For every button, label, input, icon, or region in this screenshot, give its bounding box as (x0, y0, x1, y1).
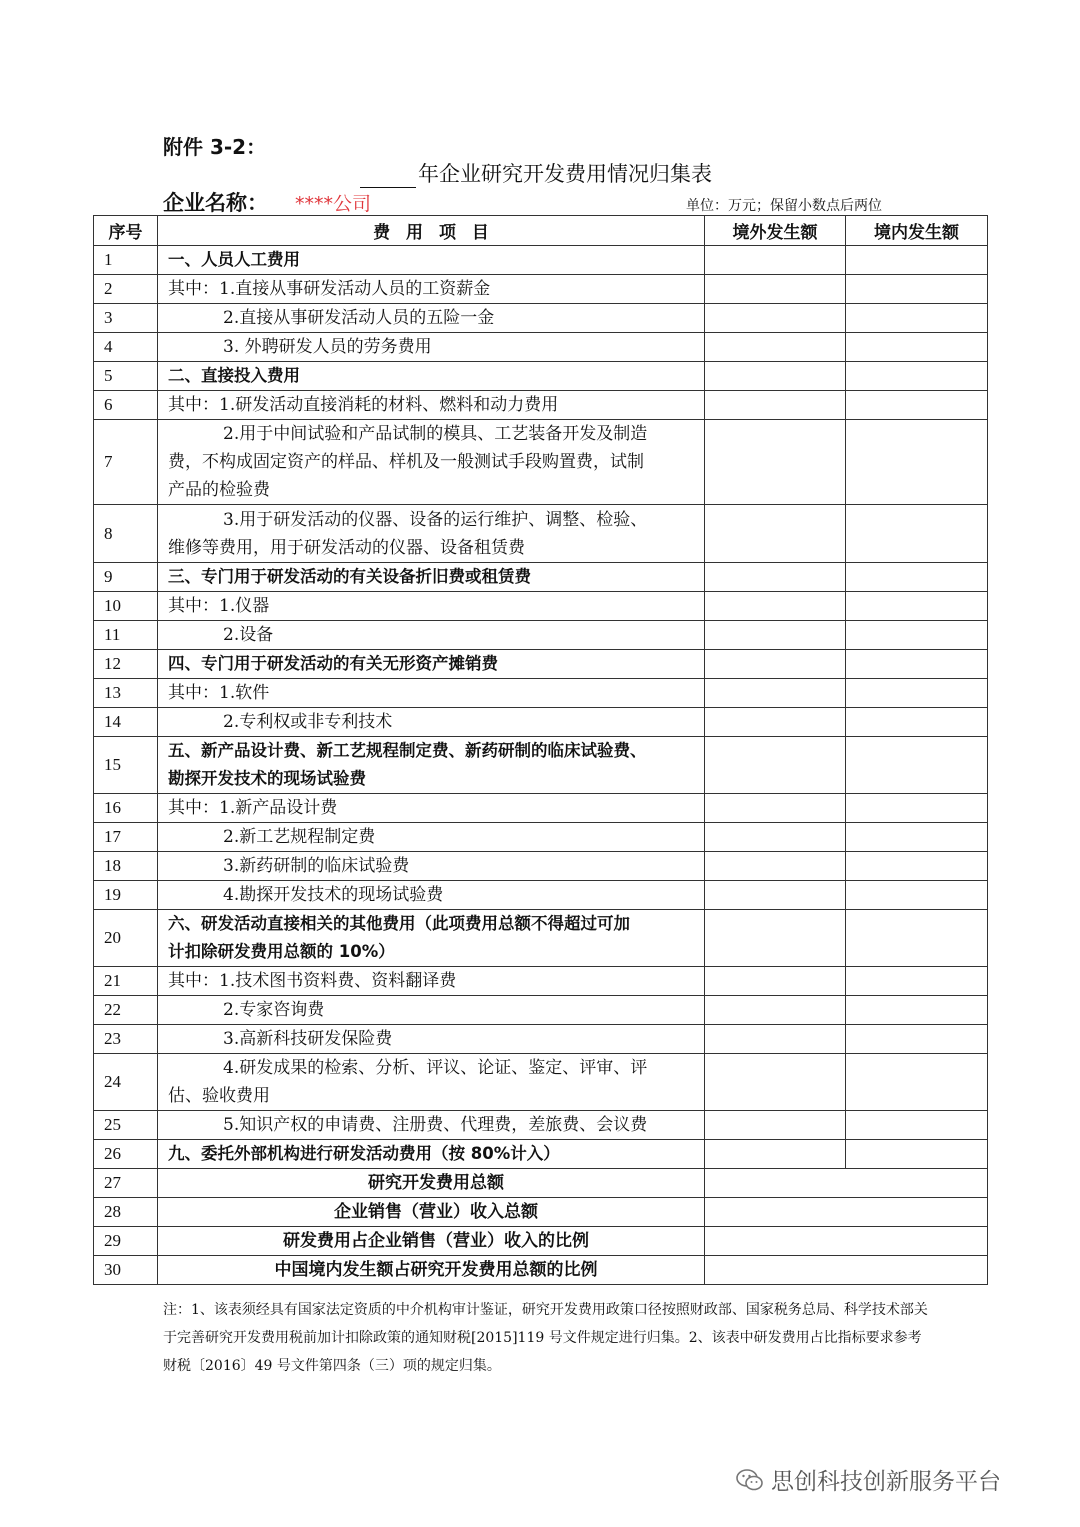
overseas-amount-cell[interactable] (705, 505, 846, 563)
row-item (158, 1111, 705, 1140)
row-item (158, 967, 705, 996)
row-item (158, 333, 705, 362)
item-text: 2.用于中间试验和产品试制的模具、工艺装备开发及制造 (223, 424, 648, 444)
item-line (168, 967, 704, 995)
row-number: 1 (94, 246, 158, 275)
item-text: 九、委托外部机构进行研发活动费用（按 80%计入） (168, 1144, 560, 1163)
item-text: 3.用于研发活动的仪器、设备的运行维护、调整、检验、 (223, 509, 648, 530)
item-line (168, 1082, 704, 1110)
domestic-amount-cell[interactable] (846, 362, 988, 391)
row-item (158, 621, 705, 650)
row-item (158, 505, 705, 563)
row-number: 8 (94, 505, 158, 563)
row-item (158, 1169, 705, 1198)
table-row (94, 391, 988, 420)
overseas-amount-cell[interactable] (705, 1025, 846, 1054)
item-text: 三、专门用于研发活动的有关设备折旧费或租赁费 (168, 567, 531, 586)
row-item (158, 650, 705, 679)
item-text: 二、直接投入费用 (168, 366, 300, 385)
header-overseas: 境外发生额 (705, 216, 846, 246)
overseas-amount-cell[interactable] (705, 737, 846, 794)
row-item (158, 737, 705, 794)
expense-table (93, 215, 988, 1285)
item-line (168, 881, 704, 909)
row-number: 21 (94, 967, 158, 996)
item-line (168, 996, 704, 1024)
overseas-amount-cell[interactable] (705, 275, 846, 304)
footnote: 注：1、该表须经具有国家法定资质的中介机构审计鉴证，研究开发费用政策口径按照财政部、国家税务总局、科学技术部关于完善研究开发费用税前加计扣除政策的通知财税[2015]119 号文件规定进行归集。2、该表中研发费用占比指标要求参考财税〔2016〕49 号文件第四条（三）项的规定归集。 (163, 1302, 928, 1374)
row-number: 2 (94, 275, 158, 304)
item-text: 2.专利权或非专利技术 (223, 712, 393, 732)
row-item (158, 1227, 705, 1256)
domestic-amount-cell[interactable] (846, 275, 988, 304)
row-number: 4 (94, 333, 158, 362)
overseas-amount-cell[interactable] (705, 592, 846, 621)
item-text: 其中：1.新产品设计费 (168, 798, 338, 818)
item-line (168, 1025, 704, 1053)
summary-amount-cell[interactable] (705, 1227, 988, 1256)
overseas-amount-cell[interactable] (705, 1111, 846, 1140)
overseas-amount-cell[interactable] (705, 794, 846, 823)
item-line (168, 794, 704, 822)
row-item (158, 1025, 705, 1054)
domestic-amount-cell[interactable] (846, 881, 988, 910)
item-text: 勘探开发技术的现场试验费 (168, 769, 366, 788)
item-line (168, 362, 704, 390)
row-number: 10 (94, 592, 158, 621)
item-text: 其中：1.研发活动直接消耗的材料、燃料和动力费用 (168, 395, 559, 415)
domestic-amount-cell[interactable] (846, 505, 988, 563)
table-row (94, 420, 988, 505)
overseas-amount-cell[interactable] (705, 910, 846, 967)
item-line (168, 246, 704, 274)
domestic-amount-cell[interactable] (846, 333, 988, 362)
domestic-amount-cell[interactable] (846, 1111, 988, 1140)
item-text: 3.新药研制的临床试验费 (223, 856, 410, 876)
domestic-amount-cell[interactable] (846, 246, 988, 275)
item-line (168, 391, 704, 419)
row-number: 20 (94, 910, 158, 967)
row-number: 15 (94, 737, 158, 794)
row-number: 5 (94, 362, 158, 391)
table-row (94, 621, 988, 650)
item-text: 研发费用占企业销售（营业）收入的比例 (283, 1231, 589, 1251)
row-item (158, 1054, 705, 1111)
item-line (168, 448, 704, 476)
overseas-amount-cell[interactable] (705, 852, 846, 881)
item-line (168, 1169, 704, 1197)
row-item (158, 679, 705, 708)
table-row (94, 996, 988, 1025)
domestic-amount-cell[interactable] (846, 967, 988, 996)
item-text: 4.勘探开发技术的现场试验费 (223, 885, 444, 905)
item-line (168, 621, 704, 649)
domestic-amount-cell[interactable] (846, 708, 988, 737)
item-text: 计扣除研发费用总额的 10%） (168, 942, 395, 961)
overseas-amount-cell[interactable] (705, 996, 846, 1025)
item-line (168, 506, 704, 534)
overseas-amount-cell[interactable] (705, 420, 846, 505)
item-text: 一、人员人工费用 (168, 250, 300, 269)
domestic-amount-cell[interactable] (846, 1140, 988, 1169)
overseas-amount-cell[interactable] (705, 362, 846, 391)
table-header-row (94, 216, 988, 246)
item-line (168, 1227, 704, 1255)
row-item (158, 362, 705, 391)
item-text: 2.专家咨询费 (223, 1000, 325, 1020)
overseas-amount-cell[interactable] (705, 333, 846, 362)
item-text: 维修等费用，用于研发活动的仪器、设备租赁费 (168, 537, 525, 558)
item-text: 四、专门用于研发活动的有关无形资产摊销费 (168, 654, 498, 673)
overseas-amount-cell[interactable] (705, 823, 846, 852)
row-number: 17 (94, 823, 158, 852)
item-text: 其中：1.仪器 (168, 596, 270, 616)
overseas-amount-cell[interactable] (705, 650, 846, 679)
table-row (94, 362, 988, 391)
table-row (94, 852, 988, 881)
overseas-amount-cell[interactable] (705, 1054, 846, 1111)
domestic-amount-cell[interactable] (846, 1054, 988, 1111)
domestic-amount-cell[interactable] (846, 420, 988, 505)
company-label: 企业名称： (163, 191, 268, 215)
item-text: 六、研发活动直接相关的其他费用（此项费用总额不得超过可加 (168, 914, 630, 933)
year-blank (360, 165, 416, 188)
table-row (94, 737, 988, 794)
row-item (158, 910, 705, 967)
row-number: 16 (94, 794, 158, 823)
item-text: 其中：1.直接从事研发活动人员的工资薪金 (168, 279, 491, 299)
item-text: 2.设备 (223, 625, 274, 645)
item-text: 3.高新科技研发保险费 (223, 1029, 393, 1049)
domestic-amount-cell[interactable] (846, 621, 988, 650)
overseas-amount-cell[interactable] (705, 563, 846, 592)
table-row (94, 592, 988, 621)
row-number: 28 (94, 1198, 158, 1227)
table-row (94, 1227, 988, 1256)
row-item (158, 794, 705, 823)
overseas-amount-cell[interactable] (705, 1140, 846, 1169)
item-line (168, 275, 704, 303)
item-line (168, 679, 704, 707)
item-line (168, 852, 704, 880)
table-row (94, 1140, 988, 1169)
row-item (158, 592, 705, 621)
table-row (94, 679, 988, 708)
row-item (158, 275, 705, 304)
item-text: 5.知识产权的申请费、注册费、代理费，差旅费、会议费 (223, 1115, 648, 1135)
table-row (94, 1054, 988, 1111)
item-text: 4.研发成果的检索、分析、评议、论证、鉴定、评审、评 (223, 1058, 648, 1078)
row-item (158, 1198, 705, 1227)
item-text: 2.新工艺规程制定费 (223, 827, 376, 847)
domestic-amount-cell[interactable] (846, 1025, 988, 1054)
table-row (94, 794, 988, 823)
attachment-label: 附件 3-2： (163, 135, 267, 159)
row-number: 30 (94, 1256, 158, 1285)
row-number: 22 (94, 996, 158, 1025)
item-line (168, 823, 704, 851)
item-line (168, 1054, 704, 1082)
item-line (168, 304, 704, 332)
item-line (168, 708, 704, 736)
header-item: 费 用 项 目 (158, 216, 705, 246)
row-number: 12 (94, 650, 158, 679)
row-item (158, 881, 705, 910)
row-item (158, 1256, 705, 1285)
item-line (168, 765, 704, 793)
item-line (168, 1256, 704, 1284)
table-row (94, 563, 988, 592)
row-number: 13 (94, 679, 158, 708)
item-line (168, 737, 704, 765)
domestic-amount-cell[interactable] (846, 852, 988, 881)
row-number: 6 (94, 391, 158, 420)
item-line (168, 910, 704, 938)
overseas-amount-cell[interactable] (705, 391, 846, 420)
item-text: 其中：1.软件 (168, 683, 270, 703)
domestic-amount-cell[interactable] (846, 563, 988, 592)
item-line (168, 1198, 704, 1226)
table-row (94, 708, 988, 737)
row-number: 3 (94, 304, 158, 333)
item-line (168, 650, 704, 678)
item-text: 五、新产品设计费、新工艺规程制定费、新药研制的临床试验费、 (168, 741, 647, 760)
item-line (168, 333, 704, 361)
table-row (94, 1111, 988, 1140)
item-line (168, 592, 704, 620)
summary-amount-cell[interactable] (705, 1198, 988, 1227)
row-number: 14 (94, 708, 158, 737)
item-text: 产品的检验费 (168, 480, 270, 500)
overseas-amount-cell[interactable] (705, 304, 846, 333)
form-title-text: 年企业研究开发费用情况归集表 (418, 162, 712, 186)
item-text: 费，不构成固定资产的样品、样机及一般测试手段购置费，试制 (168, 452, 644, 472)
item-line (168, 563, 704, 591)
item-text: 研究开发费用总额 (368, 1173, 504, 1193)
table-row (94, 1025, 988, 1054)
domestic-amount-cell[interactable] (846, 823, 988, 852)
row-item (158, 852, 705, 881)
watermark (735, 1463, 1001, 1496)
table-row (94, 650, 988, 679)
row-item (158, 823, 705, 852)
table-row (94, 823, 988, 852)
header-no: 序号 (94, 216, 158, 246)
row-number: 29 (94, 1227, 158, 1256)
row-number: 23 (94, 1025, 158, 1054)
overseas-amount-cell[interactable] (705, 881, 846, 910)
row-number: 18 (94, 852, 158, 881)
row-item (158, 563, 705, 592)
domestic-amount-cell[interactable] (846, 737, 988, 794)
row-number: 25 (94, 1111, 158, 1140)
table-row (94, 333, 988, 362)
overseas-amount-cell[interactable] (705, 708, 846, 737)
table-row (94, 910, 988, 967)
domestic-amount-cell[interactable] (846, 679, 988, 708)
row-number: 19 (94, 881, 158, 910)
item-line (168, 534, 704, 562)
table-row (94, 304, 988, 333)
domestic-amount-cell[interactable] (846, 304, 988, 333)
row-number: 7 (94, 420, 158, 505)
row-number: 27 (94, 1169, 158, 1198)
row-number: 26 (94, 1140, 158, 1169)
table-row (94, 505, 988, 563)
item-text: 企业销售（营业）收入总额 (334, 1202, 538, 1222)
table-row (94, 1256, 988, 1285)
header-domestic: 境内发生额 (846, 216, 988, 246)
table-row (94, 967, 988, 996)
table-row (94, 246, 988, 275)
table-row (94, 881, 988, 910)
watermark-text: 思创科技创新服务平台 (771, 1469, 1001, 1495)
domestic-amount-cell[interactable] (846, 996, 988, 1025)
row-number: 11 (94, 621, 158, 650)
domestic-amount-cell[interactable] (846, 391, 988, 420)
row-item (158, 246, 705, 275)
item-line (168, 476, 704, 504)
item-line (168, 420, 704, 448)
company-name: ****公司 (295, 193, 372, 215)
table-body (94, 246, 988, 1285)
item-text: 3. 外聘研发人员的劳务费用 (223, 337, 432, 357)
domestic-amount-cell[interactable] (846, 910, 988, 967)
row-item (158, 708, 705, 737)
overseas-amount-cell[interactable] (705, 246, 846, 275)
row-number: 24 (94, 1054, 158, 1111)
summary-amount-cell[interactable] (705, 1256, 988, 1285)
item-text: 其中：1.技术图书资料费、资料翻译费 (168, 971, 457, 991)
item-line (168, 938, 704, 966)
wechat-icon (735, 1467, 765, 1493)
item-line (168, 1111, 704, 1139)
form-title (360, 158, 712, 188)
domestic-amount-cell[interactable] (846, 592, 988, 621)
summary-amount-cell[interactable] (705, 1169, 988, 1198)
table-row (94, 1198, 988, 1227)
row-item (158, 1140, 705, 1169)
row-item (158, 304, 705, 333)
overseas-amount-cell[interactable] (705, 621, 846, 650)
row-item (158, 391, 705, 420)
item-text: 中国境内发生额占研究开发费用总额的比例 (274, 1260, 598, 1280)
row-item (158, 996, 705, 1025)
item-line (168, 1140, 704, 1168)
item-text: 估、验收费用 (168, 1086, 270, 1106)
domestic-amount-cell[interactable] (846, 650, 988, 679)
unit-note: 单位：万元；保留小数点后两位 (686, 198, 882, 214)
row-number: 9 (94, 563, 158, 592)
table-row (94, 275, 988, 304)
table-row (94, 1169, 988, 1198)
item-text: 2.直接从事研发活动人员的五险一金 (223, 308, 495, 328)
overseas-amount-cell[interactable] (705, 679, 846, 708)
domestic-amount-cell[interactable] (846, 794, 988, 823)
row-item (158, 420, 705, 505)
overseas-amount-cell[interactable] (705, 967, 846, 996)
